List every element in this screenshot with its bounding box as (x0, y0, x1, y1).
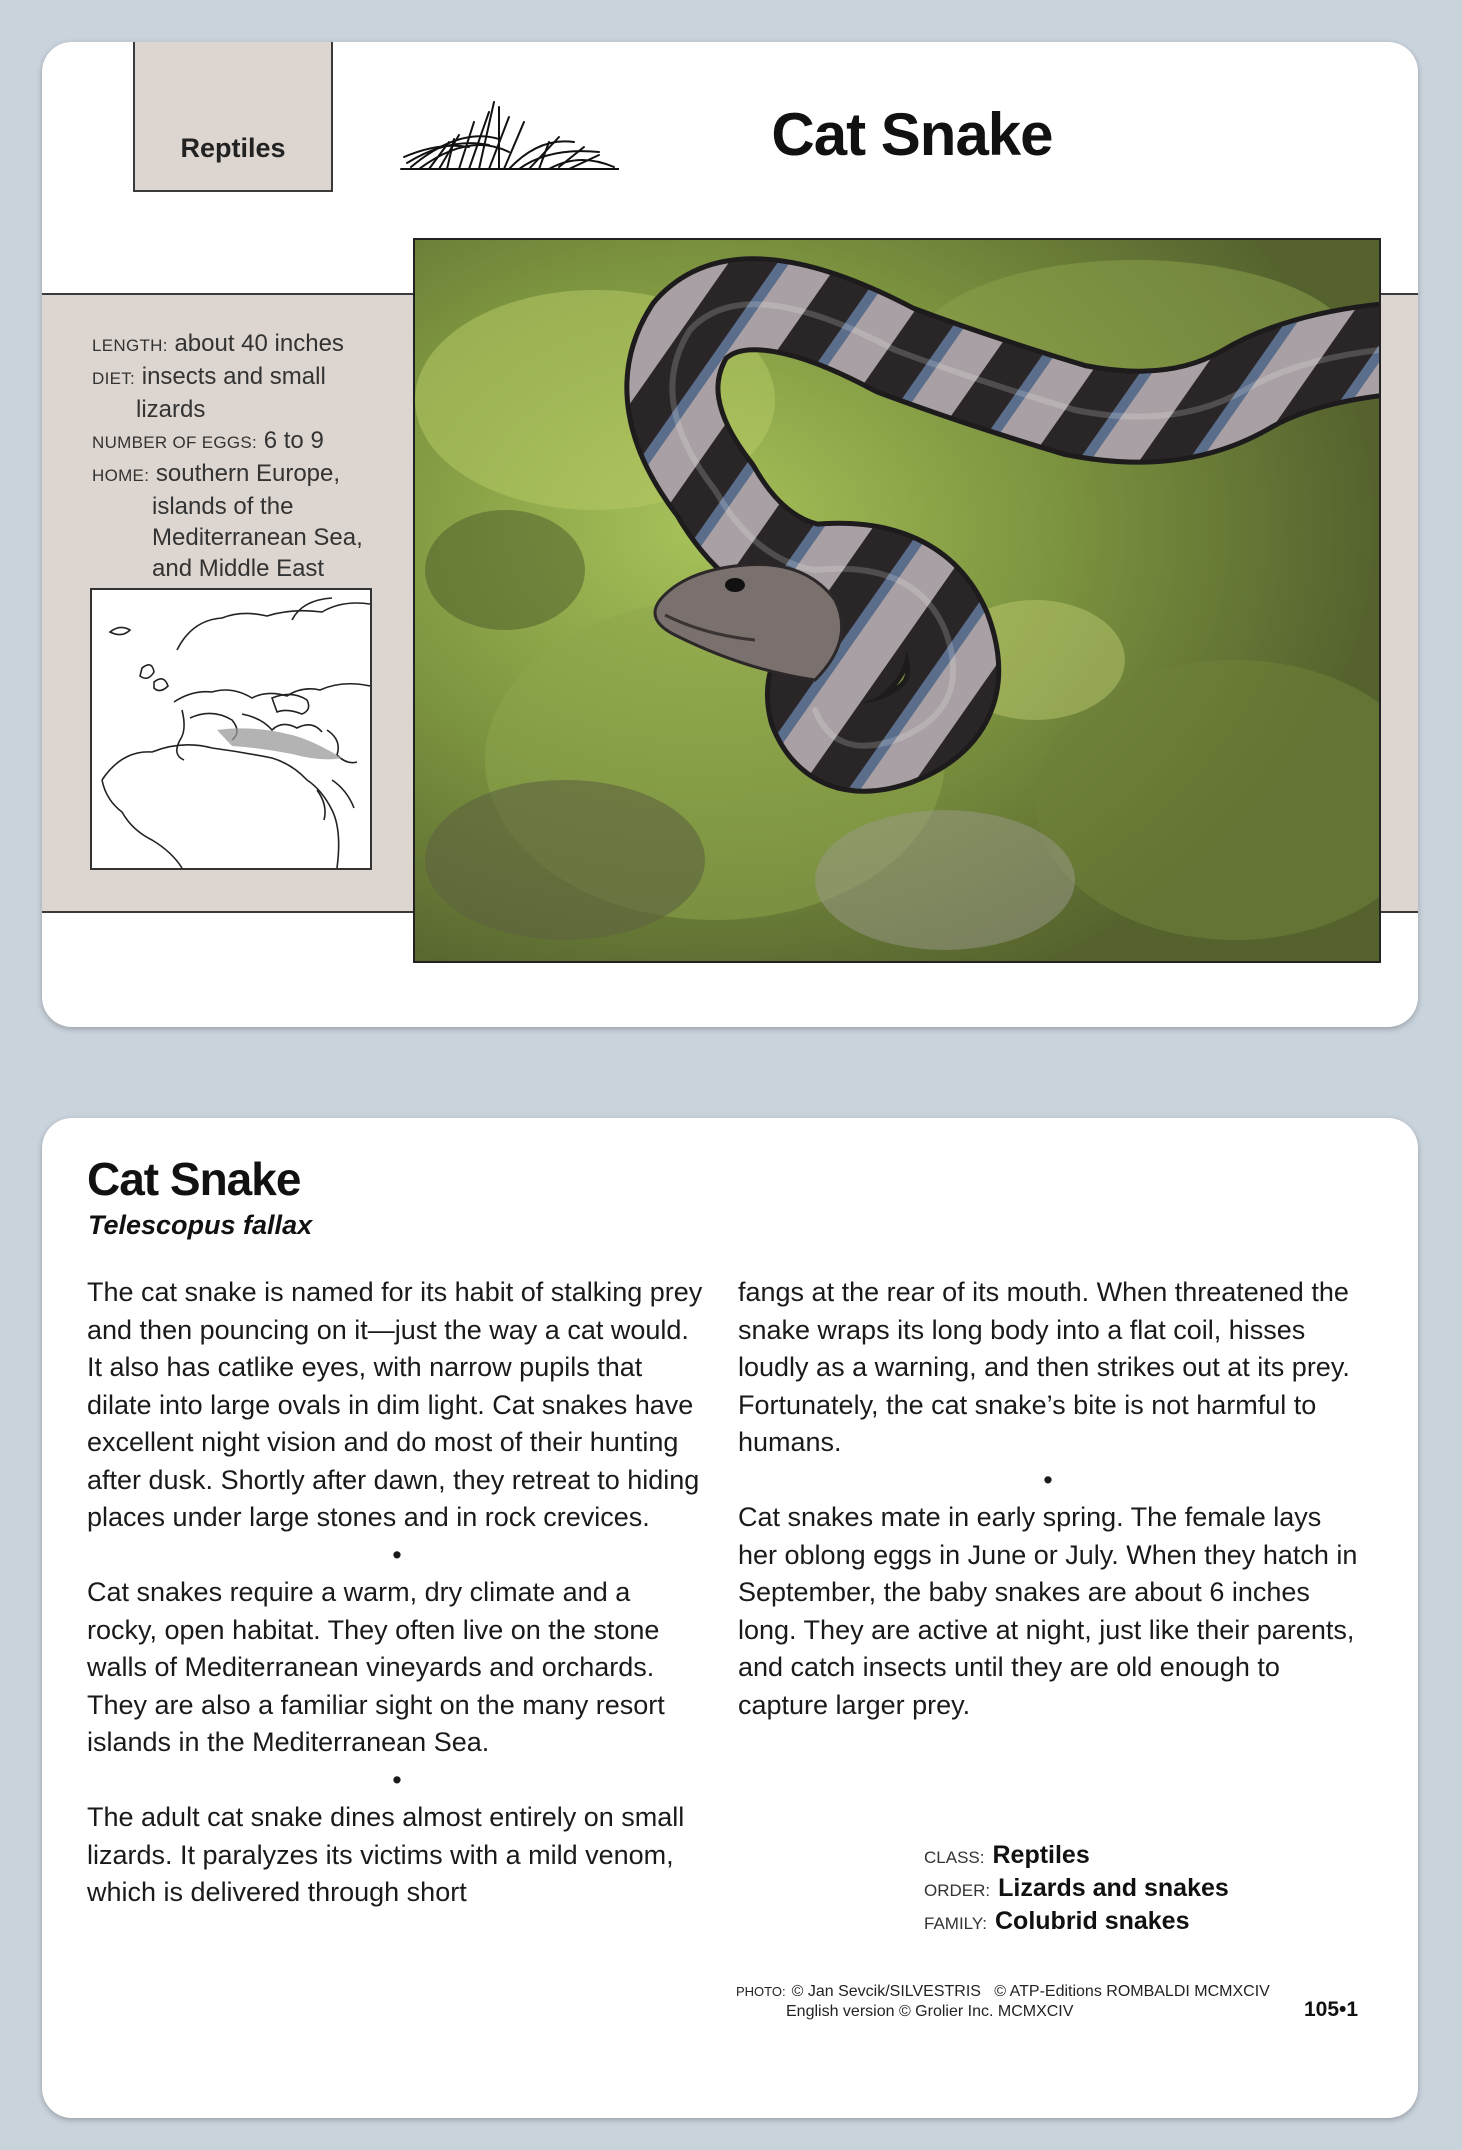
map-icon (92, 590, 370, 868)
credits-label: PHOTO: (736, 1984, 786, 1999)
paragraph: Cat snakes require a warm, dry climate and a rocky, open habitat. They often live on the stone walls of Mediterranean vineyards and orchards. They are also a familiar sight on the many resort islands in the Mediterranean Sea. (87, 1577, 665, 1757)
back-title: Cat Snake (87, 1153, 301, 1205)
taxonomy-family: FAMILY: Colubrid snakes (924, 1907, 1190, 1935)
fact-diet-cont: lizards (136, 396, 206, 423)
paragraph: fangs at the rear of its mouth. When threatened the snake wraps its long body into a flat coil, hisses loudly as a warning, and then strikes out at its prey. Fortunately, the cat snake’s bite is not harmful to humans. (738, 1277, 1350, 1457)
range-map (90, 588, 372, 870)
fact-home-cont: and Middle East (152, 555, 325, 582)
separator-dot: • (392, 1539, 402, 1570)
category-label: Reptiles (180, 133, 286, 163)
front-card (42, 42, 1418, 1027)
paragraph: The cat snake is named for its habit of stalking prey and then pouncing on it—just the way a cat would. It also has catlike eyes, with narrow pupils that dilate into large ovals in dim light. Cat snakes have excellent night vision and do most of their hunting after dusk. Shortly after dawn, they retreat to hiding places under large stones and in rock crevices. (87, 1277, 703, 1532)
text-column-1 (87, 1274, 707, 1912)
taxonomy-order: ORDER: Lizards and snakes (924, 1874, 1229, 1902)
fact-home: HOME: southern Europe, (92, 460, 341, 487)
card-number: 105•1 (1304, 1998, 1359, 2021)
text-column-2 (738, 1274, 1358, 1724)
credits-line-2: English version © Grolier Inc. MCMXCIV (786, 2003, 1074, 2020)
taxonomy (924, 1840, 1229, 1939)
photo-credits (736, 1982, 1270, 2022)
snake-photo (413, 238, 1381, 963)
fact-length: LENGTH: about 40 inches (92, 330, 344, 357)
credits-line-1: © Jan Sevcik/SILVESTRIS © ATP-Editions ROMBALDI MCMXCIV (791, 1983, 1270, 2000)
separator-dot: • (1043, 1464, 1053, 1495)
facts-list (92, 328, 432, 584)
back-card (42, 1118, 1418, 2118)
paragraph: Cat snakes mate in early spring. The female lays her oblong eggs in June or July. When they hatch in September, the baby snakes are about 6 inches long. They are active at night, just like their parents, and catch insects until they are old enough to capture larger prey. (738, 1502, 1358, 1720)
taxonomy-class: CLASS: Reptiles (924, 1841, 1090, 1869)
fact-home-cont: islands of the (152, 493, 294, 520)
grass-icon (399, 97, 619, 177)
category-tab (133, 42, 333, 192)
scientific-name: Telescopus fallax (88, 1210, 313, 1240)
separator-dot: • (392, 1764, 402, 1795)
fact-diet: DIET: insects and small (92, 363, 326, 390)
paragraph: The adult cat snake dines almost entirely on small lizards. It paralyzes its victims with a mild venom, which is delivered through short (87, 1802, 685, 1907)
fact-home-cont: Mediterranean Sea, (152, 524, 363, 551)
snake-illustration (415, 240, 1379, 961)
front-title: Cat Snake (771, 101, 1053, 168)
fact-eggs: NUMBER OF EGGS: 6 to 9 (92, 427, 324, 454)
